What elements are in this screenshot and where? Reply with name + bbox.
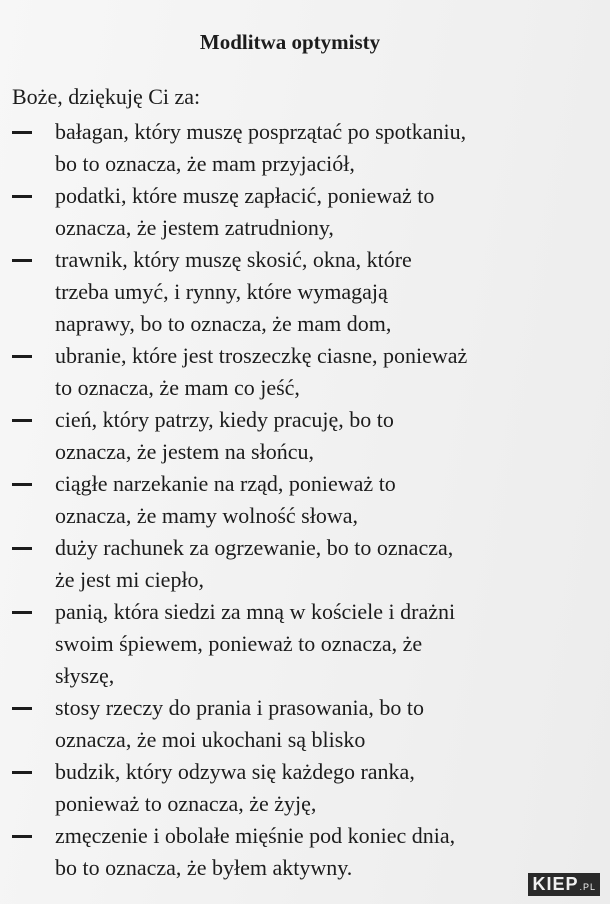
list-item <box>12 180 602 244</box>
list-item <box>12 756 602 820</box>
dash-bullet-icon <box>12 771 32 774</box>
dash-bullet-icon <box>12 547 32 550</box>
intro-line: Boże, dziękuję Ci za: <box>12 84 201 109</box>
site-watermark-logo <box>528 873 600 896</box>
watermark-main: KIEP <box>532 874 579 894</box>
list-item-line: budzik, który odzywa się każdego ranka, <box>55 759 415 784</box>
list-item <box>12 340 602 404</box>
list-item-line: duży rachunek za ogrzewanie, bo to oznacza, <box>55 535 454 560</box>
list-item <box>12 596 602 692</box>
list-item-line: oznacza, że jestem zatrudniony, <box>55 215 334 240</box>
list-item-line: trawnik, który muszę skosić, okna, które <box>55 247 412 272</box>
list-item <box>12 244 602 340</box>
dash-bullet-icon <box>12 835 32 838</box>
dash-bullet-icon <box>12 483 32 486</box>
list-item-line: ubranie, które jest troszeczkę ciasne, ponieważ <box>55 343 468 368</box>
dash-bullet-icon <box>12 355 32 358</box>
list-item-line: bo to oznacza, że mam przyjaciół, <box>55 151 355 176</box>
list-item-line: oznacza, że moi ukochani są blisko <box>55 727 366 752</box>
list-item-line: słyszę, <box>55 663 115 688</box>
list-item-line: to oznacza, że mam co jeść, <box>55 375 300 400</box>
list-item <box>12 404 602 468</box>
dash-bullet-icon <box>12 131 32 134</box>
dash-bullet-icon <box>12 419 32 422</box>
dash-bullet-icon <box>12 611 32 614</box>
list-item-line: podatki, które muszę zapłacić, ponieważ to <box>55 183 435 208</box>
list-item-line: że jest mi ciepło, <box>55 567 205 592</box>
list-item <box>12 820 602 884</box>
dash-bullet-icon <box>12 259 32 262</box>
list-item-line: ciągłe narzekanie na rząd, ponieważ to <box>55 471 396 496</box>
list-item-line: oznacza, że mamy wolność słowa, <box>55 503 358 528</box>
watermark-suffix: .PL <box>579 882 596 892</box>
dash-bullet-icon <box>12 195 32 198</box>
prayer-list <box>12 116 602 884</box>
document-title: Modlitwa optymisty <box>199 30 381 54</box>
list-item-line: trzeba umyć, i rynny, które wymagają <box>55 279 388 304</box>
list-item-line: bałagan, który muszę posprzątać po spotkaniu, <box>55 119 467 144</box>
list-item-line: panią, która siedzi za mną w kościele i drażni <box>55 599 456 624</box>
list-item-line: naprawy, bo to oznacza, że mam dom, <box>55 311 392 336</box>
list-item-line: ponieważ to oznacza, że żyję, <box>55 791 317 816</box>
list-item <box>12 532 602 596</box>
list-item <box>12 468 602 532</box>
list-item <box>12 692 602 756</box>
list-item-line: stosy rzeczy do prania i prasowania, bo to <box>55 695 424 720</box>
list-item-line: oznacza, że jestem na słońcu, <box>55 439 314 464</box>
list-item <box>12 116 602 180</box>
list-item-line: zmęczenie i obolałe mięśnie pod koniec dnia, <box>55 823 456 848</box>
dash-bullet-icon <box>12 707 32 710</box>
list-item-line: cień, który patrzy, kiedy pracuję, bo to <box>55 407 394 432</box>
list-item-line: swoim śpiewem, ponieważ to oznacza, że <box>55 631 423 656</box>
list-item-line: bo to oznacza, że byłem aktywny. <box>55 855 353 880</box>
